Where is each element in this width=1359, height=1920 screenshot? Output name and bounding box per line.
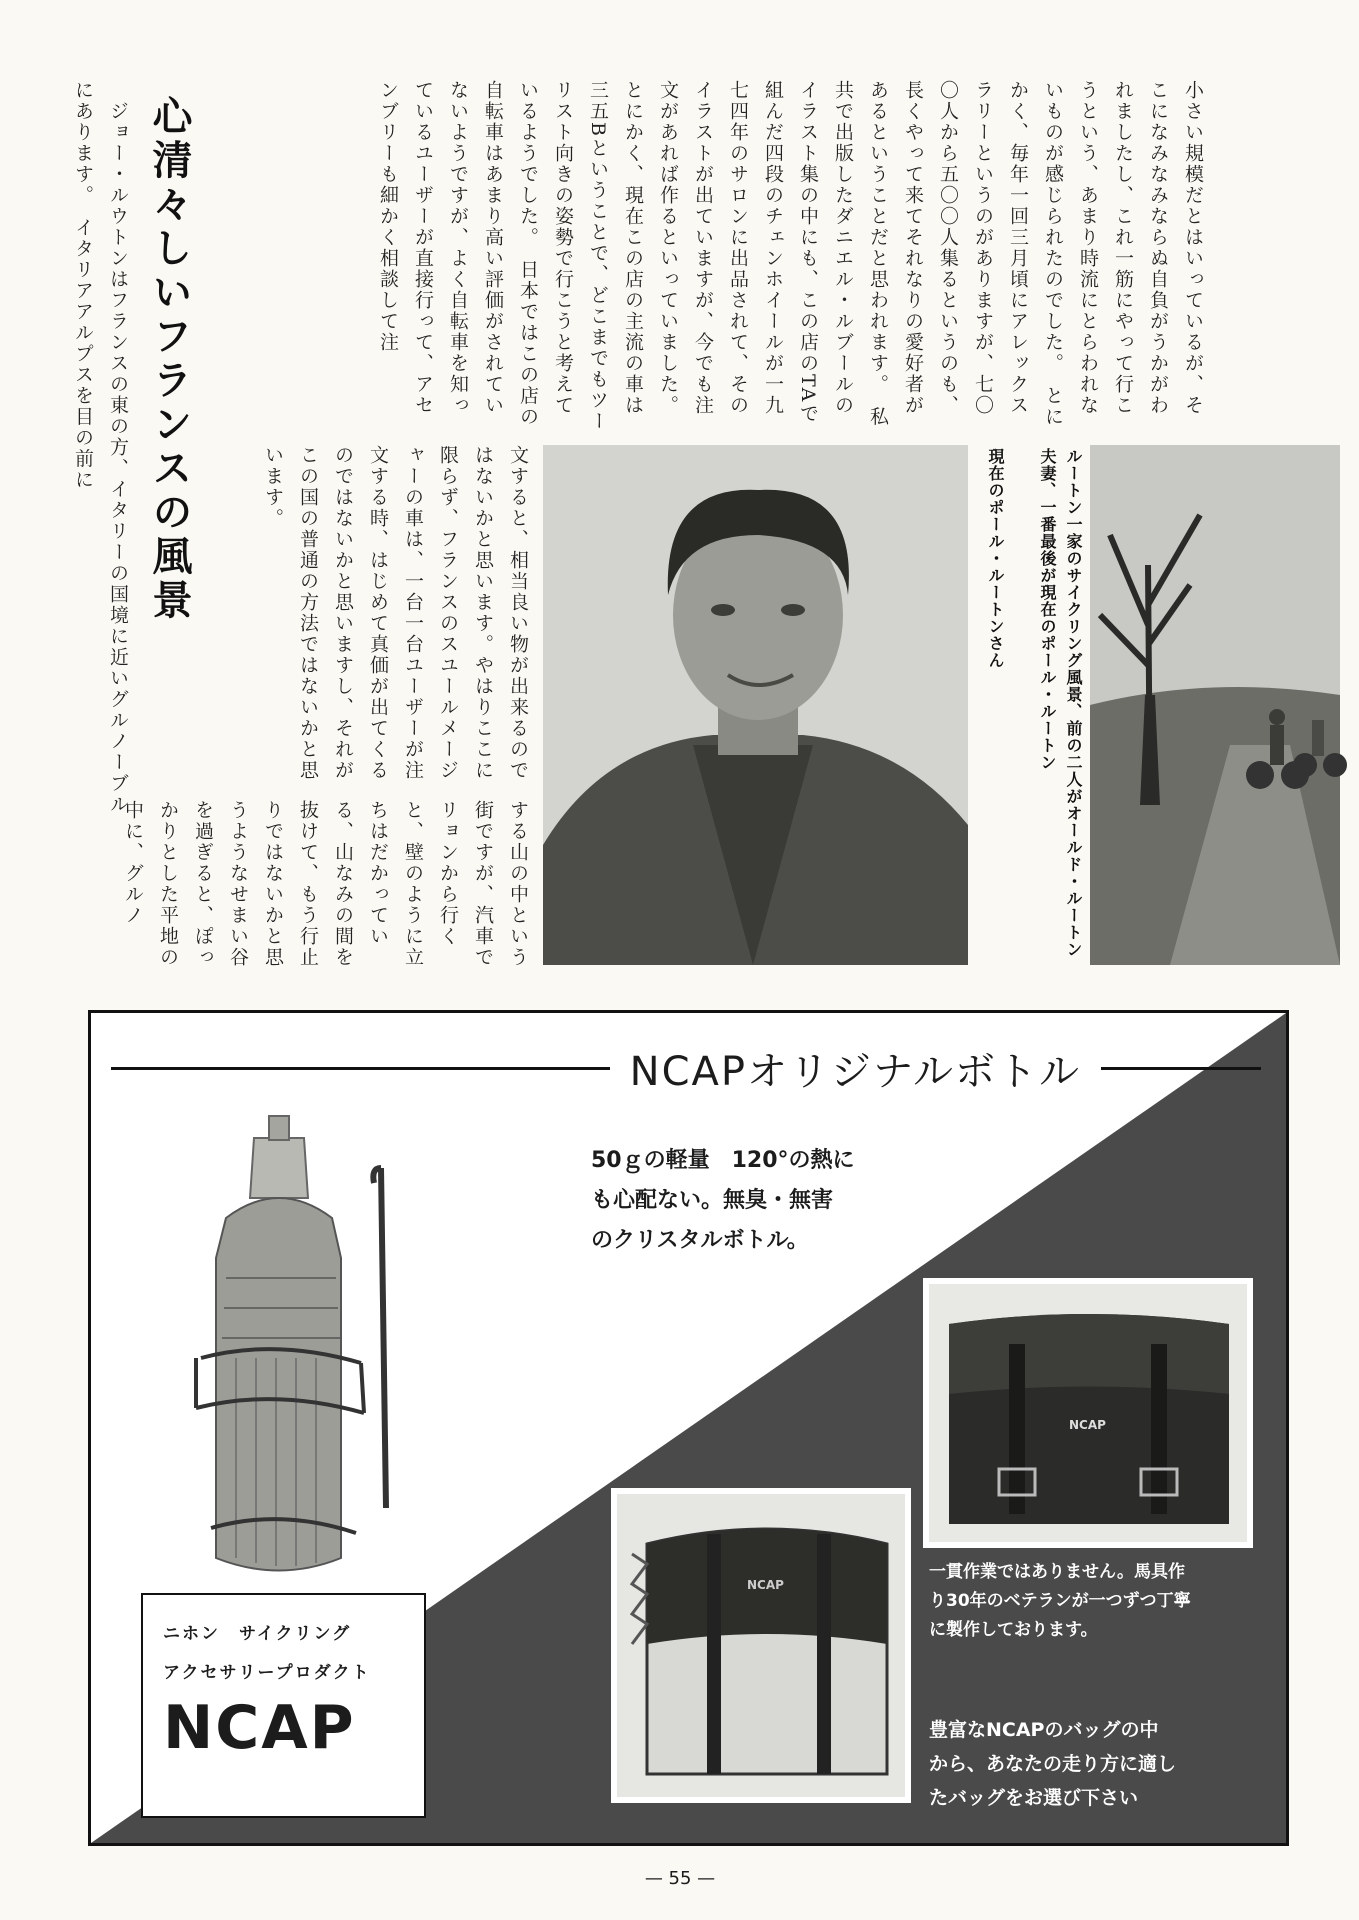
bag-photo-small <box>611 1488 911 1803</box>
brand-tagline: ニホン サイクリング <box>163 1624 352 1644</box>
bottle-cage-image <box>116 1108 426 1588</box>
bag-copy-line: から、あなたの走り方に適し <box>929 1753 1177 1775</box>
article-heading-column: ジョー・ルウトンはフランスの東の方、イタリーの国境に近いグルノーブルにあります。 イタリアアルプスを目の前に <box>72 80 129 815</box>
bottle-copy <box>591 1141 971 1261</box>
article-middle-column: 文すると、相当良い物が出来るのではないかと思います。やはりここに限らず、フランスのスユールメージャーの車は、一台一台ユーザーが注文する時、はじめて真価が出てくるのではないかと思いますし、それがこの国の普通の方法ではないかと思います。 <box>262 445 529 781</box>
bag-copy-line: たバッグをお選び下さい <box>929 1787 1139 1809</box>
article-bottom-column: する山の中という街ですが、汽車でリョンから行くと、壁のように立ちはだかっている、山なみの間を抜けて、もう行止りではないかと思うようなせまい谷を過ぎると、ぽっかりとした平地の中に、グルノ <box>122 800 529 968</box>
caption-cycling: ルートン一家のサイクリング風景、前の二人がオールド・ルートン夫妻、一番最後が現在のポール・ルートン <box>1038 448 1083 958</box>
bag-label-large: NCAP <box>1069 1418 1106 1432</box>
bag-copy-line: り30年のベテランが一つずつ丁寧 <box>929 1591 1191 1611</box>
brand-box <box>141 1593 426 1818</box>
brand-name: NCAP <box>163 1693 356 1763</box>
brand-tagline: アクセサリープロダクト <box>163 1663 371 1683</box>
bag-label-small: NCAP <box>747 1578 784 1592</box>
article-top-columns: 小さい規模だとはいっているが、そこになみなみならぬ自負がうかがわれましたし、これ一筋にやって行こうという、あまり時流にとらわれないものが感じられたのでした。 とにかく、毎年一回三月頃にアレックスラリーというのがありますが、七〇〇人から五〇〇人集るというのも、長くやって来てそれなりの愛好者があるということだと思われます。 私共で出版したダニエル・ルブールのイラスト集の中にも、この店のTAで組んだ四段のチェンホイールが一九七四年のサロンに出品されて、そのイラストが出ていますが、今でも注文があれば作るといっていました。 とにかく、現在この店の主流の車は三五Bということで、どこまでもツーリスト向きの姿勢で行こうと考えているようでした。 日本ではこの店の自転車はあまり高い評価がされていないようですが、よく自転車を知っているユーザーが直接行って、アセンブリーも細かく相談して注 <box>377 80 1204 432</box>
caption-portrait: 現在のポール・ルートンさん <box>986 448 1005 669</box>
cycling-photo <box>1090 445 1340 965</box>
ad-title-row <box>111 1043 1261 1093</box>
bag-copy-line: に製作しております。 <box>929 1620 1098 1640</box>
portrait-photo <box>543 445 968 965</box>
saddlebag-image-small <box>617 1494 905 1797</box>
bottle-copy-line: も心配ない。無臭・無害 <box>591 1188 834 1213</box>
bag-photo-large <box>923 1278 1253 1548</box>
ad-title-rule-right <box>1101 1067 1261 1070</box>
cycling-scene-image <box>1090 445 1340 965</box>
saddlebag-image-large <box>929 1284 1247 1542</box>
bag-copy-selection <box>929 1713 1269 1815</box>
bag-copy-line: 豊富なNCAPのバッグの中 <box>929 1719 1159 1741</box>
ad-title: NCAPオリジナルボトル <box>629 1048 1081 1095</box>
page-number: — 55 — <box>644 1868 716 1889</box>
ncap-advertisement <box>88 1010 1289 1846</box>
portrait-image <box>543 445 968 965</box>
bag-copy-line: 一貫作業ではありません。馬具作 <box>929 1562 1186 1582</box>
bottle-copy-line: 50ｇの軽量 120°の熱に <box>591 1148 855 1173</box>
section-heading: 心清々しいフランスの風景 <box>146 95 193 623</box>
bag-copy <box>929 1558 1269 1645</box>
bottle-copy-line: のクリスタルボトル。 <box>591 1228 809 1253</box>
ad-title-rule-left <box>111 1067 610 1070</box>
